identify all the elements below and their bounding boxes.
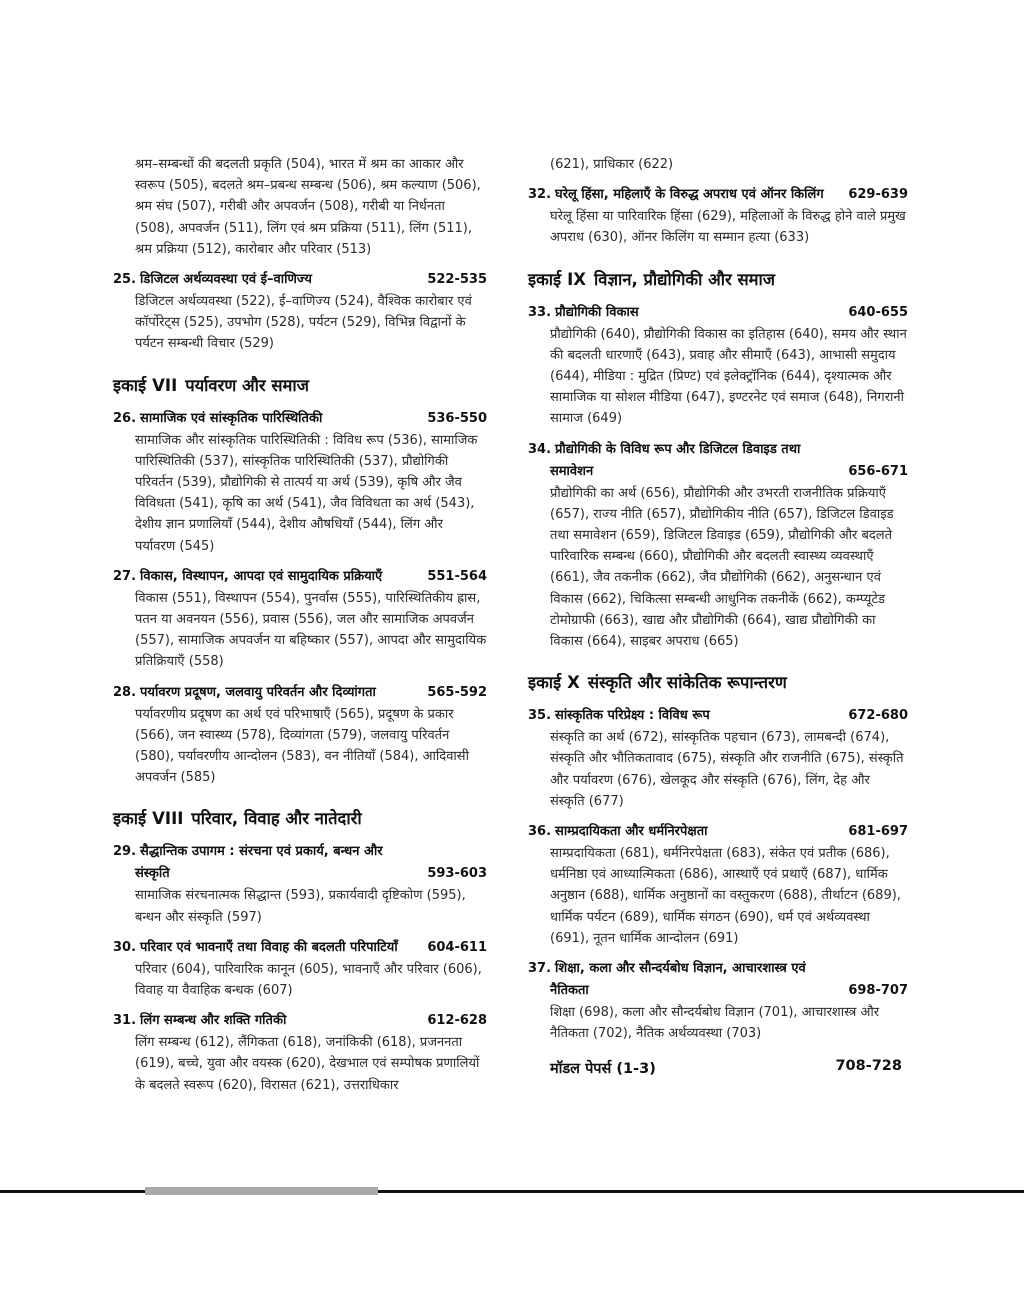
item-description: परिवार (604), पारिवारिक कानून (605), भावनाएँ और परिवार (606), विवाह या वैवाहिक बन्धक (607) xyxy=(135,961,482,999)
item-title: पर्यावरण प्रदूषण, जलवायु परिवर्तन और दिव्यांगता xyxy=(140,684,376,700)
item-description: शिक्षा (698), कला और सौन्दर्यबोध विज्ञान (701), आचारशास्त्र और नैतिकता (702), नैतिक अर्थव्यवस्था (703) xyxy=(550,1005,880,1042)
item-title: डिजिटल अर्थव्यवस्था एवं ई–वाणिज्य xyxy=(140,272,312,288)
item-title-cont: नैतिकता xyxy=(550,983,589,999)
toc-item-27[interactable] xyxy=(113,566,487,673)
continued-entry-24: श्रम–सम्बन्धों की बदलती प्रकृति (504), भारत में श्रम का आकार और स्वरूप (505), बदलते श्रम–प्रबन्ध सम्बन्ध (506), श्रम कल्याण (506), श्रम संघ (507), गरीबी और अपवर्जन (508), गरीबी या निर्धनता (508), अपवर्जन (511), लिंग एवं श्रम प्रक्रिया (511), लिंग (511), श्रम प्रक्रिया (512), कारोबार और परिवार (513) xyxy=(135,157,481,257)
item-pages: 551-564 xyxy=(427,568,487,584)
item-number: 27. xyxy=(113,568,137,584)
toc-item-31[interactable] xyxy=(113,1010,487,1096)
item-title: परिवार एवं भावनाएँ तथा विवाह की बदलती परिपाटियाँ xyxy=(140,939,398,955)
item-title: घरेलू हिंसा, महिलाएँ के विरुद्ध अपराध एवं ऑनर किलिंग xyxy=(555,187,824,203)
item-description: पर्यावरणीय प्रदूषण का अर्थ एवं परिभाषाएँ (565), प्रदूषण के प्रकार (566), जन स्वास्थ्य (578), दिव्यांगता (579), जलवायु परिवर्तन (580), पर्यावरणीय आन्दोलन (583), वन नीतियाँ (584), आदिवासी अपवर्जन (585) xyxy=(135,706,469,786)
item-title: प्रौद्योगिकी विकास xyxy=(555,304,639,320)
item-number: 32. xyxy=(528,187,552,203)
item-pages: 604-611 xyxy=(427,939,487,955)
unit-heading-10 xyxy=(528,670,908,696)
toc-item-30[interactable] xyxy=(113,937,487,1001)
item-pages: 612-628 xyxy=(427,1013,487,1029)
toc-item-29[interactable] xyxy=(113,841,487,927)
item-title: शिक्षा, कला और सौन्दर्यबोध विज्ञान, आचारशास्त्र एवं xyxy=(555,961,806,977)
toc-item-33[interactable] xyxy=(528,302,908,430)
item-number: 25. xyxy=(113,272,137,288)
toc-item-36[interactable] xyxy=(528,821,908,949)
item-number: 35. xyxy=(528,708,552,724)
item-description: सामाजिक और सांस्कृतिक पारिस्थितिकी : विविध रूप (536), सामाजिक पारिस्थितिकी (537), सांस्कृतिक पारिस्थितिकी (537), प्रौद्योगिकी परिवर्तन (539), प्रौद्योगिकी से तात्पर्य या अर्थ (539), कृषि और जैव विविधता (541), कृषि का अर्थ (541), जैव विविधता का अर्थ (543), देशीय ज्ञान प्रणालियाँ (544), देशीय औषधियाँ (544), लिंग और पर्यावरण (545) xyxy=(135,432,478,554)
continued-entry-31: (621), प्राधिकार (622) xyxy=(550,157,674,172)
item-description: लिंग सम्बन्ध (612), लैंगिकता (618), जनांकिकी (618), प्रजननता (619), बच्चे, युवा और वयस्क (620), देखभाल एवं सम्पोषक प्रणालियों के बदलते स्वरूप (620), विरासत (621), उत्तराधिकार xyxy=(135,1035,480,1093)
toc-item-26[interactable] xyxy=(113,408,487,557)
item-title-cont: संस्कृति xyxy=(135,866,170,882)
unit-title: संस्कृति और सांकेतिक रूपान्तरण xyxy=(587,673,787,693)
item-description: सामाजिक संरचनात्मक सिद्धान्त (593), प्रकार्यवादी दृष्टिकोण (595), बन्धन और संस्कृति (597) xyxy=(135,888,466,925)
unit-label: इकाई xyxy=(113,809,147,829)
unit-heading-7 xyxy=(113,373,487,399)
left-column xyxy=(113,154,487,1096)
unit-number: X xyxy=(567,673,580,693)
item-pages: 681-697 xyxy=(848,824,908,840)
item-description: घरेलू हिंसा या पारिवारिक हिंसा (629), महिलाओं के विरुद्ध होने वाले प्रमुख अपराध (630), ऑनर किलिंग या सम्मान हत्या (633) xyxy=(550,209,906,246)
item-title: सामाजिक एवं सांस्कृतिक पारिस्थितिकी xyxy=(140,410,323,426)
unit-title: पर्यावरण और समाज xyxy=(185,375,309,395)
item-number: 36. xyxy=(528,824,552,840)
unit-label: इकाई xyxy=(528,269,562,289)
item-description: साम्प्रदायिकता (681), धर्मनिरपेक्षता (683), संकेत एवं प्रतीक (686), धर्मनिष्ठा एवं आध्यात्मिकता (686), आस्थाएँ एवं प्रथाएँ (687), धार्मिक अनुष्ठान (688), धार्मिक अनुष्ठानों का वस्तुकरण (688), तीर्थाटन (689), धार्मिक पर्यटन (689), धार्मिक संगठन (690), धर्म एवं अर्थव्यवस्था (691), नूतन धार्मिक आन्दोलन (691) xyxy=(550,846,901,946)
item-pages: 536-550 xyxy=(427,410,487,426)
unit-number: IX xyxy=(567,269,587,289)
item-title: लिंग सम्बन्ध और शक्ति गतिकी xyxy=(140,1013,287,1029)
unit-heading-9 xyxy=(528,267,908,293)
item-number: 33. xyxy=(528,304,552,320)
unit-heading-8 xyxy=(113,806,487,832)
item-number: 31. xyxy=(113,1013,137,1029)
item-title: प्रौद्योगिकी के विविध रूप और डिजिटल डिवाइड तथा xyxy=(555,441,801,457)
item-description: संस्कृति का अर्थ (672), सांस्कृतिक पहचान (673), लामबन्दी (674), संस्कृति और भौतिकतावाद (675), संस्कृति और राजनीति (675), संस्कृति और पर्यावरण (676), खेलकूद और संस्कृति (676), लिंग, देह और संस्कृति (677) xyxy=(550,730,904,809)
item-title: सांस्कृतिक परिप्रेक्ष्य : विविध रूप xyxy=(555,708,710,724)
unit-title: परिवार, विवाह और नातेदारी xyxy=(191,809,362,829)
item-pages: 698-707 xyxy=(848,983,908,999)
toc-item-28[interactable] xyxy=(113,682,487,789)
toc-item-25[interactable] xyxy=(113,269,487,355)
item-title: विकास, विस्थापन, आपदा एवं सामुदायिक प्रक्रियाएँ xyxy=(140,568,383,584)
toc-item-35[interactable] xyxy=(528,705,908,812)
item-pages: 640-655 xyxy=(848,304,908,320)
item-description: प्रौद्योगिकी का अर्थ (656), प्रौद्योगिकी और उभरती राजनीतिक प्रक्रियाएँ (657), राज्य नीति (657), प्रौद्योगिकीय नीति (657), डिजिटल डिवाइड तथा समावेशन (659), डिजिटल डिवाइड (659), प्रौद्योगिकी और बदलते पारिवारिक सम्बन्ध (660), प्रौद्योगिकी और बदलती स्वास्थ्य व्यवस्थाएँ (661), जैव तकनीक (662), जैव प्रौद्योगिकी (662), अनुसन्धान एवं विकास (662), चिकित्सा सम्बन्धी आधुनिक तकनीकें (662), कम्प्यूटेड टोमोग्राफी (663), खाद्य और प्रौद्योगिकी (664), खाद्य प्रौद्योगिकी का विकास (664), साइबर अपराध (665) xyxy=(550,485,894,650)
item-number: 30. xyxy=(113,939,137,955)
item-pages: 629-639 xyxy=(848,187,908,203)
item-description: प्रौद्योगिकी (640), प्रौद्योगिकी विकास का इतिहास (640), समय और स्थान की बदलती धारणाएँ (643), प्रवाह और सीमाएँ (643), आभासी समुदाय (644), मीडिया : मुद्रित (प्रिण्ट) एवं इलेक्ट्रॉनिक (644), दृश्यात्मक और सामाजिक या सोशल मीडिया (647), इण्टरनेट एवं समाज (648), निगरानी सामाज (649) xyxy=(550,326,907,427)
footer-accent-bar xyxy=(145,1187,378,1195)
model-papers-entry[interactable] xyxy=(528,1058,908,1078)
unit-number: VII xyxy=(152,375,178,395)
toc-item-32[interactable] xyxy=(528,184,908,248)
item-description: डिजिटल अर्थव्यवस्था (522), ई–वाणिज्य (524), वैश्विक कारोबार एवं कॉर्पोरेट्स (525), उपभोग (528), पर्यटन (529), विभिन्न विद्वानों के पर्यटन सम्बन्धी विचार (529) xyxy=(135,294,472,352)
model-papers-pages: 708-728 xyxy=(835,1058,902,1075)
unit-title: विज्ञान, प्रौद्योगिकी और समाज xyxy=(594,269,775,289)
item-pages: 565-592 xyxy=(427,684,487,700)
item-number: 37. xyxy=(528,961,552,977)
item-title-cont: समावेशन xyxy=(550,463,594,479)
model-papers-label: मॉडल पेपर्स (1-3) xyxy=(550,1061,656,1078)
item-pages: 672-680 xyxy=(848,708,908,724)
toc-item-34[interactable] xyxy=(528,439,908,653)
item-title: सैद्धान्तिक उपागम : संरचना एवं प्रकार्य, बन्धन और xyxy=(140,844,383,860)
item-number: 28. xyxy=(113,684,137,700)
item-pages: 522-535 xyxy=(427,272,487,288)
item-pages: 656-671 xyxy=(848,463,908,479)
unit-number: VIII xyxy=(152,809,184,829)
unit-label: इकाई xyxy=(113,375,147,395)
item-number: 26. xyxy=(113,410,137,426)
right-column xyxy=(528,154,908,1078)
unit-label: इकाई xyxy=(528,673,562,693)
item-title: साम्प्रदायिकता और धर्मनिरपेक्षता xyxy=(555,824,708,840)
toc-item-37[interactable] xyxy=(528,958,908,1044)
item-number: 34. xyxy=(528,441,552,457)
item-description: विकास (551), विस्थापन (554), पुनर्वास (555), पारिस्थितिकीय ह्रास, पतन या अवनयन (556), प्रवास (556), जल और सामाजिक अपवर्जन (557), सामाजिक अपवर्जन या बहिष्कार (557), आपदा और सामुदायिक प्रतिक्रियाएँ (558) xyxy=(135,590,487,670)
item-pages: 593-603 xyxy=(427,866,487,882)
item-number: 29. xyxy=(113,844,137,860)
